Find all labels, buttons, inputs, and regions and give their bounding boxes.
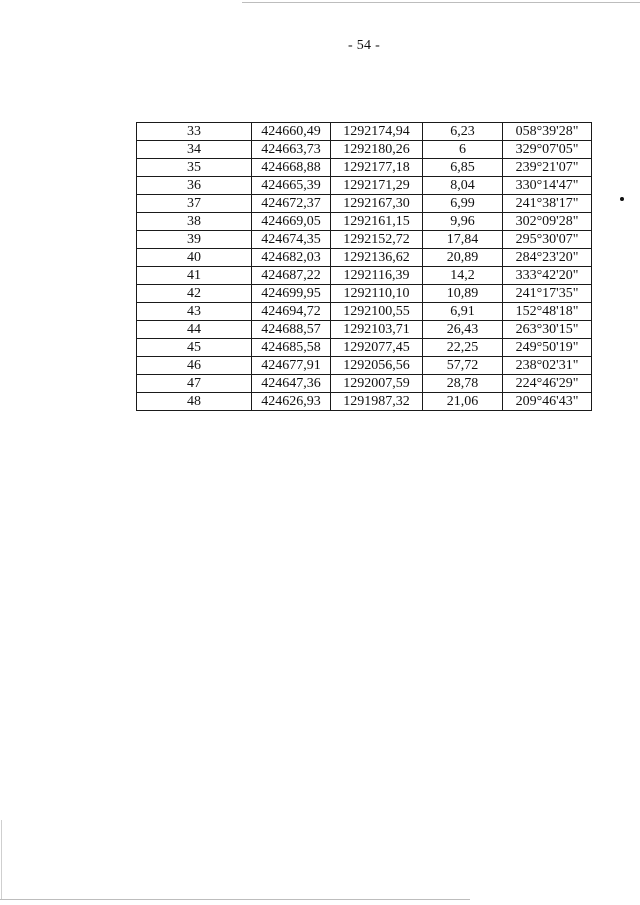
distance-cell: 21,06	[423, 393, 503, 411]
bearing-cell: 333°42'20"	[503, 267, 592, 285]
point-number-cell: 39	[137, 231, 252, 249]
distance-cell: 6,91	[423, 303, 503, 321]
scan-edge-bottom	[0, 899, 470, 900]
distance-cell: 26,43	[423, 321, 503, 339]
table-row	[137, 195, 592, 213]
x-coordinate-cell: 424694,72	[252, 303, 331, 321]
bearing-cell: 239°21'07"	[503, 159, 592, 177]
table-row	[137, 249, 592, 267]
bearing-cell: 209°46'43"	[503, 393, 592, 411]
y-coordinate-cell: 1292100,55	[331, 303, 423, 321]
scan-edge-top	[242, 2, 640, 3]
distance-cell: 14,2	[423, 267, 503, 285]
bearing-cell: 284°23'20"	[503, 249, 592, 267]
y-coordinate-cell: 1292152,72	[331, 231, 423, 249]
x-coordinate-cell: 424699,95	[252, 285, 331, 303]
x-coordinate-cell: 424677,91	[252, 357, 331, 375]
y-coordinate-cell: 1292136,62	[331, 249, 423, 267]
y-coordinate-cell: 1292171,29	[331, 177, 423, 195]
bearing-cell: 224°46'29"	[503, 375, 592, 393]
coordinates-table	[136, 122, 592, 411]
point-number-cell: 36	[137, 177, 252, 195]
bearing-cell: 058°39'28"	[503, 123, 592, 141]
x-coordinate-cell: 424647,36	[252, 375, 331, 393]
distance-cell: 17,84	[423, 231, 503, 249]
bearing-cell: 238°02'31"	[503, 357, 592, 375]
point-number-cell: 45	[137, 339, 252, 357]
point-number-cell: 33	[137, 123, 252, 141]
distance-cell: 22,25	[423, 339, 503, 357]
y-coordinate-cell: 1292007,59	[331, 375, 423, 393]
bearing-cell: 295°30'07"	[503, 231, 592, 249]
y-coordinate-cell: 1292110,10	[331, 285, 423, 303]
point-number-cell: 35	[137, 159, 252, 177]
distance-cell: 57,72	[423, 357, 503, 375]
coordinates-table-body	[137, 123, 592, 411]
point-number-cell: 37	[137, 195, 252, 213]
point-number-cell: 44	[137, 321, 252, 339]
point-number-cell: 46	[137, 357, 252, 375]
table-row	[137, 375, 592, 393]
margin-mark	[620, 197, 624, 201]
x-coordinate-cell: 424688,57	[252, 321, 331, 339]
y-coordinate-cell: 1292177,18	[331, 159, 423, 177]
table-row	[137, 177, 592, 195]
y-coordinate-cell: 1292174,94	[331, 123, 423, 141]
table-row	[137, 213, 592, 231]
table-row	[137, 159, 592, 177]
distance-cell: 28,78	[423, 375, 503, 393]
y-coordinate-cell: 1292056,56	[331, 357, 423, 375]
bearing-cell: 241°38'17"	[503, 195, 592, 213]
x-coordinate-cell: 424674,35	[252, 231, 331, 249]
y-coordinate-cell: 1292077,45	[331, 339, 423, 357]
page-number: - 54 -	[347, 38, 381, 53]
bearing-cell: 330°14'47"	[503, 177, 592, 195]
table-row	[137, 357, 592, 375]
x-coordinate-cell: 424626,93	[252, 393, 331, 411]
distance-cell: 6,99	[423, 195, 503, 213]
bearing-cell: 302°09'28"	[503, 213, 592, 231]
x-coordinate-cell: 424682,03	[252, 249, 331, 267]
bearing-cell: 241°17'35"	[503, 285, 592, 303]
table-row	[137, 393, 592, 411]
x-coordinate-cell: 424672,37	[252, 195, 331, 213]
scan-edge-left	[1, 820, 2, 899]
point-number-cell: 48	[137, 393, 252, 411]
point-number-cell: 43	[137, 303, 252, 321]
bearing-cell: 263°30'15"	[503, 321, 592, 339]
x-coordinate-cell: 424660,49	[252, 123, 331, 141]
distance-cell: 10,89	[423, 285, 503, 303]
point-number-cell: 40	[137, 249, 252, 267]
x-coordinate-cell: 424663,73	[252, 141, 331, 159]
distance-cell: 20,89	[423, 249, 503, 267]
distance-cell: 6	[423, 141, 503, 159]
distance-cell: 9,96	[423, 213, 503, 231]
x-coordinate-cell: 424665,39	[252, 177, 331, 195]
bearing-cell: 152°48'18"	[503, 303, 592, 321]
point-number-cell: 42	[137, 285, 252, 303]
x-coordinate-cell: 424669,05	[252, 213, 331, 231]
y-coordinate-cell: 1292116,39	[331, 267, 423, 285]
x-coordinate-cell: 424685,58	[252, 339, 331, 357]
bearing-cell: 249°50'19"	[503, 339, 592, 357]
table-row	[137, 267, 592, 285]
table-row	[137, 321, 592, 339]
table-row	[137, 231, 592, 249]
distance-cell: 6,23	[423, 123, 503, 141]
x-coordinate-cell: 424668,88	[252, 159, 331, 177]
y-coordinate-cell: 1292103,71	[331, 321, 423, 339]
table-row	[137, 141, 592, 159]
distance-cell: 8,04	[423, 177, 503, 195]
table-row	[137, 123, 592, 141]
bearing-cell: 329°07'05"	[503, 141, 592, 159]
table-row	[137, 285, 592, 303]
y-coordinate-cell: 1291987,32	[331, 393, 423, 411]
table-row	[137, 339, 592, 357]
x-coordinate-cell: 424687,22	[252, 267, 331, 285]
y-coordinate-cell: 1292167,30	[331, 195, 423, 213]
point-number-cell: 38	[137, 213, 252, 231]
y-coordinate-cell: 1292161,15	[331, 213, 423, 231]
point-number-cell: 47	[137, 375, 252, 393]
distance-cell: 6,85	[423, 159, 503, 177]
y-coordinate-cell: 1292180,26	[331, 141, 423, 159]
point-number-cell: 41	[137, 267, 252, 285]
table-row	[137, 303, 592, 321]
point-number-cell: 34	[137, 141, 252, 159]
